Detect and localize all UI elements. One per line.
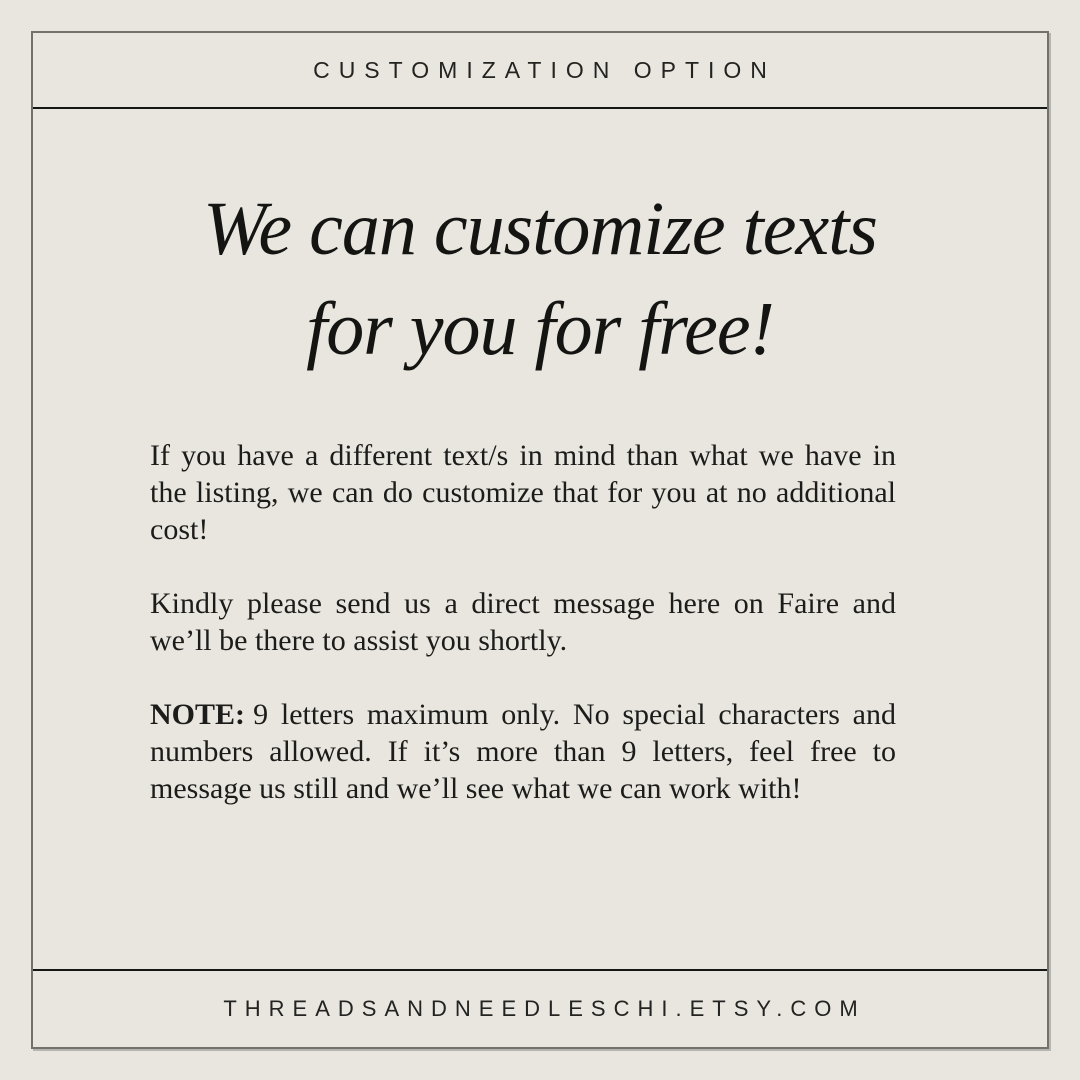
card-frame bbox=[31, 31, 1049, 1049]
footer-band bbox=[33, 969, 1047, 1047]
header-label: CUSTOMIZATION OPTION bbox=[313, 56, 776, 83]
paragraph-text: 9 letters maximum only. No special characters and numbers allowed. If it’s more than 9 letters, feel free to message us still and we’ll see what we can work with! bbox=[150, 698, 896, 805]
paragraph-text: Kindly please send us a direct message here on Faire and we’ll be there to assist you shortly. bbox=[150, 587, 896, 657]
paragraph-different-text bbox=[150, 437, 896, 548]
page-title-line-1: We can customize texts bbox=[203, 187, 877, 271]
page-title bbox=[53, 179, 1027, 379]
body-copy bbox=[150, 437, 896, 807]
paragraph-note bbox=[150, 696, 896, 807]
header-band bbox=[33, 33, 1047, 109]
paragraph-text: If you have a different text/s in mind than what we have in the listing, we can do customize that for you at no additional cost! bbox=[150, 439, 896, 546]
paragraph-note-lead: NOTE: bbox=[150, 698, 246, 731]
page-title-line-2: for you for free! bbox=[306, 287, 774, 371]
footer-shop-url: THREADSANDNEEDLESCHI.ETSY.COM bbox=[223, 996, 866, 1021]
main-content bbox=[33, 109, 1047, 969]
paragraph-direct-message bbox=[150, 585, 896, 659]
